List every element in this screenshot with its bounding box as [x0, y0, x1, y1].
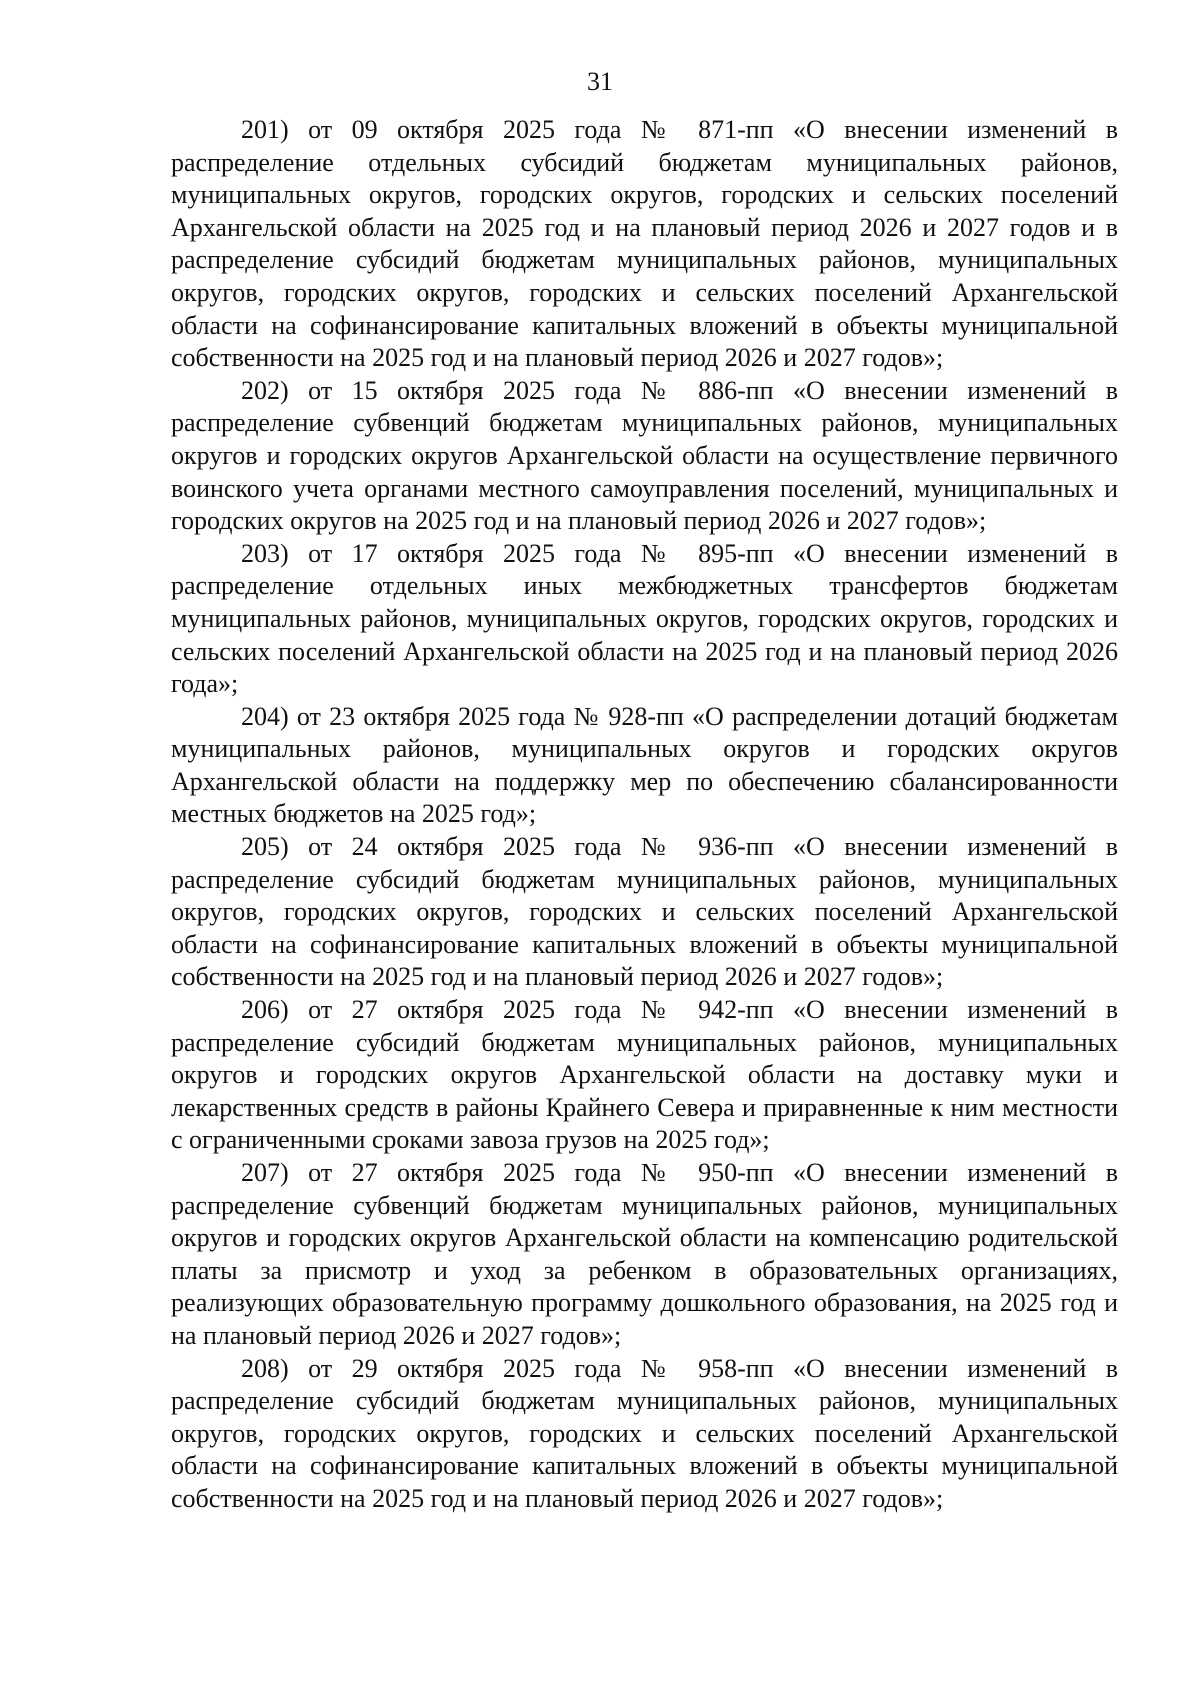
list-item-203: 203) от 17 октября 2025 года № 895-пп «О внесении изменений в распределение отдельных иных межбюджетных трансфертов бюджетам муниципальных районов, муниципальных округов, городских округов, городских и сельских поселений Архангельской области на 2025 год и на плановый период 2026 года»; [171, 538, 1118, 699]
list-item-207: 207) от 27 октября 2025 года № 950-пп «О внесении изменений в распределение субвенций бюджетам муниципальных районов, муниципальных округов и городских округов Архангельской области на компенсацию родительской платы за присмотр и уход за ребенком в образовательных организациях, реализующих образовательную программу дошкольного образования, на 2025 год и на плановый период 2026 и 2027 годов»; [171, 1158, 1118, 1350]
list-item-201: 201) от 09 октября 2025 года № 871-пп «О внесении изменений в распределение отдельных субсидий бюджетам муниципальных районов, муниципальных округов, городских округов, городских и сельских поселений Архангельской области на 2025 год и на плановый период 2026 и 2027 годов и в распределение субсидий бюджетам муниципальных районов, муниципальных округов, городских округов, городских и сельских поселений Архангельской области на софинансирование капитальных вложений в объекты муниципальной собственности на 2025 год и на плановый период 2026 и 2027 годов»; [171, 115, 1118, 373]
list-item-205: 205) от 24 октября 2025 года № 936-пп «О внесении изменений в распределение субсидий бюджетам муниципальных районов, муниципальных округов, городских округов, городских и сельских поселений Архангельской области на софинансирование капитальных вложений в объекты муниципальной собственности на 2025 год и на плановый период 2026 и 2027 годов»; [171, 832, 1118, 992]
list-item-204: 204) от 23 октября 2025 года № 928-пп «О распределении дотаций бюджетам муниципальных районов, муниципальных округов и городских округов Архангельской области на поддержку мер по обеспечению сбалансированности местных бюджетов на 2025 год»; [171, 701, 1118, 829]
list-item-206: 206) от 27 октября 2025 года № 942-пп «О внесении изменений в распределение субсидий бюджетам муниципальных районов, муниципальных округов и городских округов Архангельской области на доставку муки и лекарственных средств в районы Крайнего Севера и приравненные к ним местности с ограниченными сроками завоза грузов на 2025 год»; [171, 995, 1118, 1155]
page-number: 31 [587, 67, 613, 96]
list-item-202: 202) от 15 октября 2025 года № 886-пп «О внесении изменений в распределение субвенций бюджетам муниципальных районов, муниципальных округов и городских округов Архангельской области на осуществление первичного воинского учета органами местного самоуправления поселений, муниципальных и городских округов на 2025 год и на плановый период 2026 и 2027 годов»; [171, 375, 1118, 536]
document-body [171, 114, 1118, 1516]
list-item-208: 208) от 29 октября 2025 года № 958-пп «О внесении изменений в распределение субсидий бюджетам муниципальных районов, муниципальных округов, городских округов, городских и сельских поселений Архангельской области на софинансирование капитальных вложений в объекты муниципальной собственности на 2025 год и на плановый период 2026 и 2027 годов»; [171, 1353, 1118, 1513]
